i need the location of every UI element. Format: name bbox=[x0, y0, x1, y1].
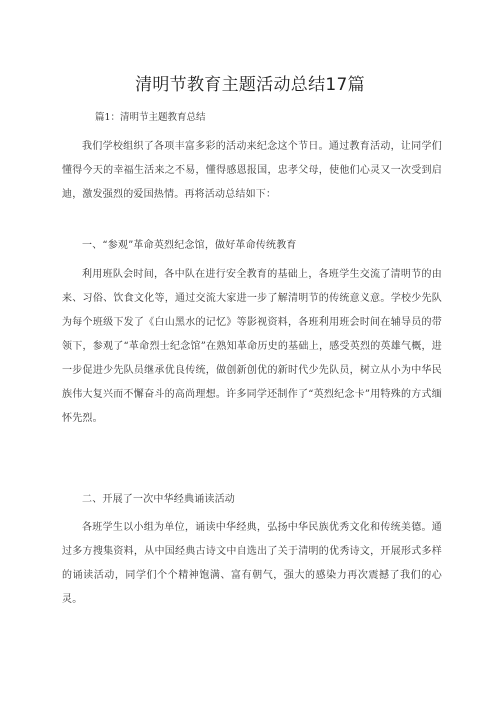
section-2-heading: 二、开展了一次中华经典诵读活动 bbox=[82, 494, 235, 505]
document-title: 清明节教育主题活动总结17篇 bbox=[135, 75, 365, 95]
section-2-paragraph: 各班学生以小组为单位，诵读中华经典，弘扬中华民族优秀文化和传统美德。通过多方搜集资料，从中国经典古诗文中自选出了关于清明的优秀诗文，开展形式多样的诵读活动，同学们个个精神饱满、富有朝气，强大的感染力再次震撼了我们的心灵。 bbox=[62, 522, 442, 605]
document-subtitle: 篇1：清明节主题教育总结 bbox=[95, 112, 206, 123]
section-1-heading: 一、“参观”革命英烈纪念馆，做好革命传统教育 bbox=[82, 240, 297, 251]
section-1-paragraph: 利用班队会时间，各中队在进行安全教育的基础上，各班学生交流了清明节的由来、习俗、饮食文化等，通过交流大家进一步了解清明节的传统意义意。学校少先队为每个班级下发了《白山黑水的记忆》等影视资料，各班利用班会时间在辅导员的带领下，参观了“革命烈士纪念馆”在熟知革命历史的基础上，感受英烈的英雄气概，进一步促进少先队员继承优良传统，做创新创优的新时代少先队员，树立从小为中华民族伟大复兴而不懈奋斗的高尚理想。许多同学还制作了“英烈纪念卡”用特殊的方式缅怀先烈。 bbox=[62, 269, 442, 424]
intro-paragraph: 我们学校组织了各项丰富多彩的活动来纪念这个节日。通过教育活动，让同学们懂得今天的幸福生活来之不易，懂得感恩报国，忠孝父母，使他们心灵又一次受到启迪，激发强烈的爱国热情。再将活动总结如下： bbox=[62, 141, 442, 200]
